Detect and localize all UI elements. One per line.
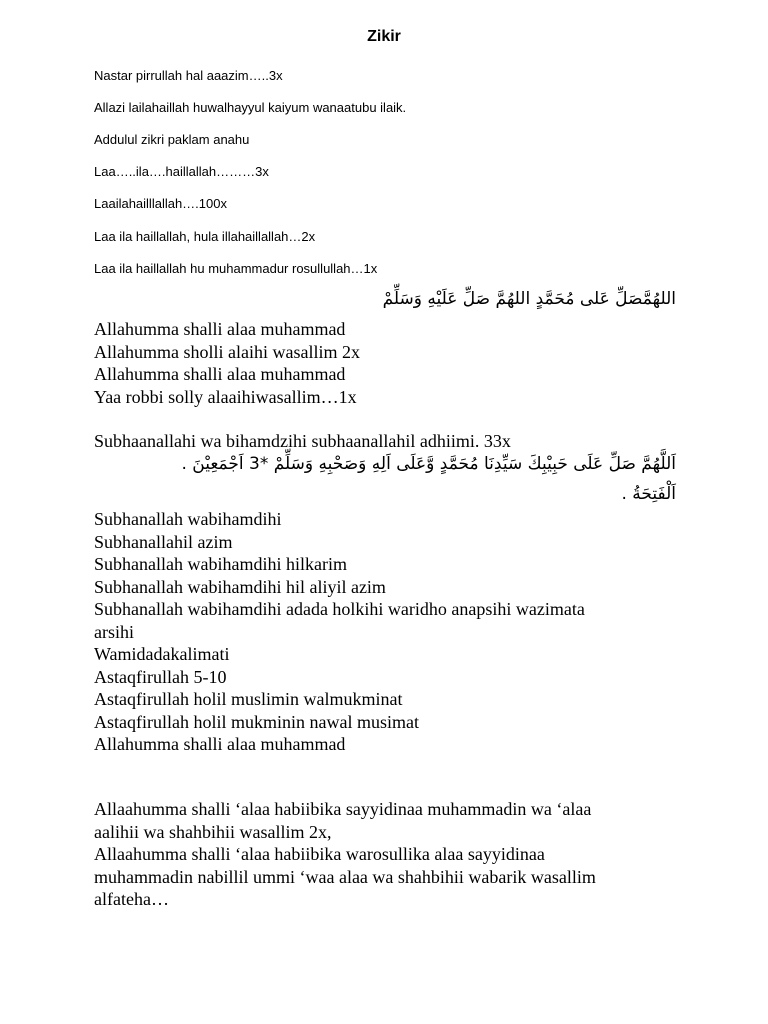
closing-line-4: muhammadin nabillil ummi ‘waa alaa wa shahbihii wabarik wasallim <box>94 866 596 887</box>
tasbih-line-4: Subhanallah wabihamdihi hil aliyil azim <box>94 576 386 597</box>
closing-line-1: Allaahumma shalli ‘alaa habiibika sayyidinaa muhammadin wa ‘alaa <box>94 799 592 819</box>
salawat-line-2: Allahumma sholli alaihi wasallim 2x <box>94 341 360 362</box>
intro-line-7: Laa ila haillallah hu muhammadur rosullullah…1x <box>94 261 378 276</box>
salawat-line-3: Allahumma shalli alaa muhammad <box>94 364 346 384</box>
page-title: Zikir <box>367 28 401 45</box>
subhaanallahi-text: Subhaanallahi wa bihamdzihi subhaanallahil adhiimi. 33x <box>94 431 511 451</box>
arabic-salawat-2: اَللَّهُمَّ صَلِّ عَلَى حَبِيْبِكَ سَيِّدِنَا مُحَمَّدٍ وَّعَلَى اَلِهِ وَصَحْبِهِ وَسَلِّمْ *3 اَجْمَعِيْنَ . <box>181 454 676 474</box>
salawat-line-4: Yaa robbi solly alaaihiwasallim…1x <box>94 386 357 407</box>
salawat-block <box>94 318 684 408</box>
intro-line-3: Addulul zikri paklam anahu <box>94 132 250 147</box>
closing-line-2: aalihii wa shahbihii wasallim 2x, <box>94 821 332 842</box>
closing-line-3: Allaahumma shalli ‘alaa habiibika warosullika alaa sayyidinaa <box>94 844 545 864</box>
intro-line-2: Allazi lailahaillah huwalhayyul kaiyum wanaatubu ilaik. <box>94 100 407 115</box>
tasbih-line-5: Subhanallah wabihamdihi adada holkihi waridho anapsihi wazimata <box>94 599 585 619</box>
tasbih-line-6: arsihi <box>94 621 134 642</box>
tasbih-line-11: Allahumma shalli alaa muhammad <box>94 734 346 754</box>
closing-salawat-block <box>94 798 684 911</box>
tasbih-line-7: Wamidadakalimati <box>94 644 230 664</box>
arabic-fatiha: اَلْفَتِحَةُ . <box>621 484 676 504</box>
tasbih-line-3: Subhanallah wabihamdihi hilkarim <box>94 554 347 574</box>
salawat-line-1: Allahumma shalli alaa muhammad <box>94 319 346 339</box>
intro-line-6: Laa ila haillallah, hula illahaillallah…2x <box>94 229 316 244</box>
tasbih-line-8: Astaqfirullah 5-10 <box>94 666 227 687</box>
closing-line-5: alfateha… <box>94 889 169 909</box>
tasbih-line-2: Subhanallahil azim <box>94 531 233 552</box>
intro-line-1: Nastar pirrullah hal aaazim…..3x <box>94 68 283 83</box>
tasbih-line-1: Subhanallah wabihamdihi <box>94 509 282 529</box>
subhaanallahi-line <box>94 430 684 453</box>
intro-line-4: Laa…..ila….haillallah………3x <box>94 164 269 179</box>
tasbih-line-10: Astaqfirullah holil mukminin nawal musimat <box>94 711 419 732</box>
arabic-salawat-1: اللهُمَّصَلِّ عَلى مُحَمَّدٍ اللهُمَّ صَلِّ عَلَيْهِ وَسَلِّمْ <box>382 289 676 309</box>
tasbih-line-9: Astaqfirullah holil muslimin walmukminat <box>94 689 403 709</box>
intro-line-5: Laailahailllallah….100x <box>94 196 227 211</box>
tasbih-block <box>94 508 684 756</box>
